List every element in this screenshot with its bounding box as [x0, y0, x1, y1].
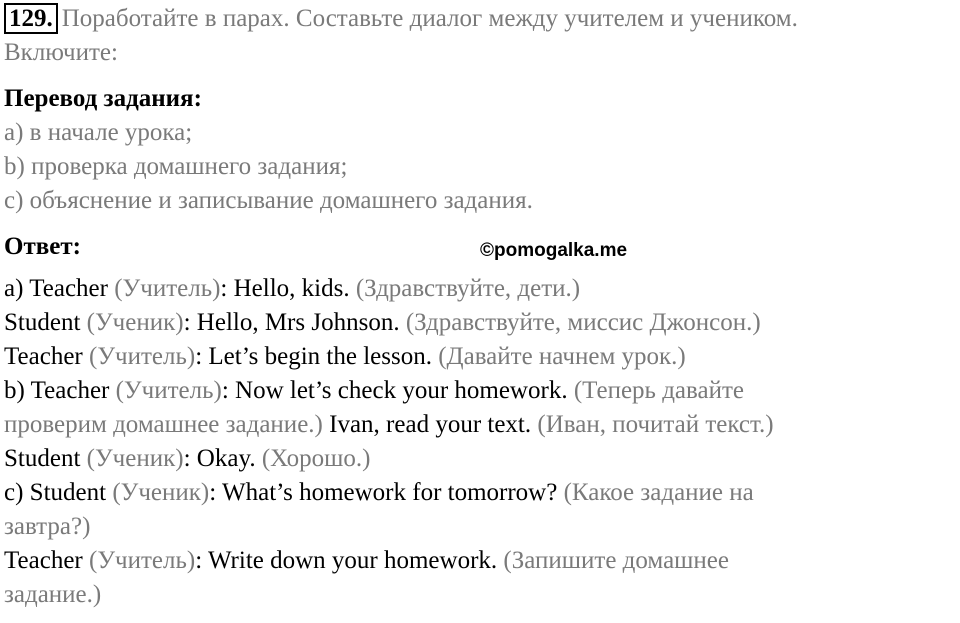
dialogue-text: Teacher [4, 343, 89, 370]
translation-text: (Здравствуйте, миссис Джонсон.) [405, 309, 761, 336]
translation-text: (Давайте начнем урок.) [438, 343, 686, 370]
dialogue-text: Student [4, 309, 87, 336]
translation-text: (Учитель) [114, 275, 221, 302]
translation-text: завтра?) [4, 513, 91, 540]
dialogue-text: a) Teacher [4, 275, 115, 302]
translation-text: задание.) [4, 581, 102, 608]
translation-text: (Ученик) [112, 479, 210, 506]
exercise-page [4, 2, 958, 612]
translation-text: (Здравствуйте, дети.) [355, 275, 581, 302]
translation-text: (Ученик) [86, 309, 184, 336]
translation-text: (Хорошо.) [261, 445, 371, 472]
dialogue-line [4, 476, 958, 510]
task-text: Поработайте в парах. Составьте диалог между учителем и учеником. [61, 5, 798, 32]
answer-heading: Ответ: [4, 233, 81, 260]
translation-item: c) объяснение и записывание домашнего задания. [4, 187, 533, 214]
dialogue-text: : Let’s begin the lesson. [195, 343, 439, 370]
dialogue-text: : Hello, kids. [220, 275, 356, 302]
dialogue-text: Ivan, read your text. [329, 411, 538, 438]
dialogue-text: : What’s homework for tomorrow? [209, 479, 564, 506]
translation-item: b) проверка домашнего задания; [4, 153, 348, 180]
dialogue-line [4, 272, 958, 306]
translation-text: (Теперь давайте [573, 377, 744, 404]
dialogue-line [4, 340, 958, 374]
translation-text: (Учитель) [89, 343, 196, 370]
dialogue-line [4, 374, 958, 408]
dialogue-line [4, 306, 958, 340]
dialogue-text: b) Teacher [4, 377, 116, 404]
translation-text: (Запишите домашнее [503, 547, 729, 574]
answer-dialogue [4, 272, 958, 612]
dialogue-text: Teacher [4, 547, 89, 574]
dialogue-line [4, 408, 958, 442]
dialogue-line [4, 544, 958, 578]
translation-text: (Какое задание на [563, 479, 754, 506]
dialogue-line [4, 578, 958, 612]
watermark: ©pomogalka.me [480, 240, 628, 261]
translation-text: (Ученик) [86, 445, 184, 472]
translation-text: (Иван, почитай текст.) [537, 411, 774, 438]
task-text-continued: Включите: [4, 39, 118, 66]
translation-text: (Учитель) [89, 547, 196, 574]
translation-text: проверим домашнее задание.) [4, 411, 330, 438]
dialogue-text: : Now let’s check your homework. [221, 377, 574, 404]
dialogue-line [4, 510, 958, 544]
task-number: 129. [4, 3, 58, 34]
dialogue-line [4, 442, 958, 476]
translation-item: a) в начале урока; [4, 119, 193, 146]
translation-text: (Учитель) [115, 377, 222, 404]
task-statement [4, 2, 958, 36]
dialogue-text: : Hello, Mrs Johnson. [183, 309, 406, 336]
dialogue-text: : Okay. [183, 445, 262, 472]
dialogue-text: : Write down your homework. [195, 547, 504, 574]
dialogue-text: Student [4, 445, 87, 472]
translation-heading: Перевод задания: [4, 85, 202, 112]
dialogue-text: c) Student [4, 479, 113, 506]
